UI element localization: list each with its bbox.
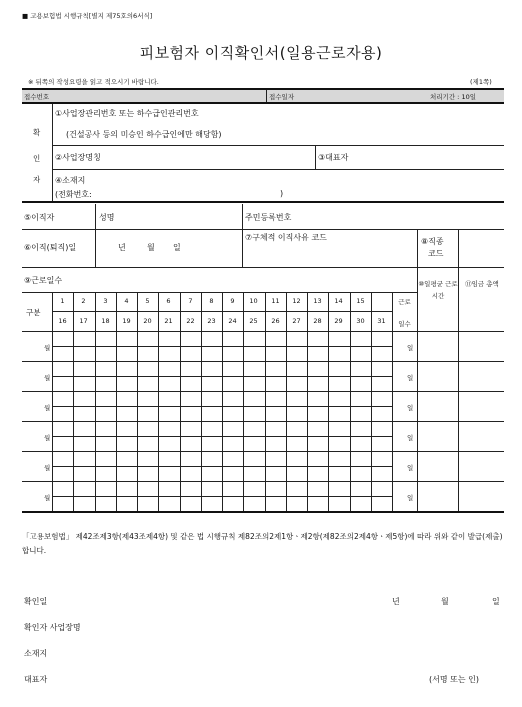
- day-number: 11: [271, 297, 280, 305]
- month-row-rule: [22, 421, 504, 422]
- confirm-day: 일: [492, 597, 500, 606]
- sep-rule-2: [22, 267, 504, 268]
- day-unit: 일: [407, 464, 414, 472]
- phone-label: (전화번호:: [55, 190, 92, 199]
- gubun-label: 구분: [26, 308, 41, 317]
- day-number: 25: [249, 317, 258, 325]
- job-code-label: ⑧직종: [421, 237, 444, 246]
- sep-month: 월: [147, 243, 155, 252]
- phone-close: ): [280, 189, 284, 198]
- day-number: 9: [230, 297, 235, 305]
- day-number: 1: [60, 297, 65, 305]
- day-number: 2: [81, 297, 86, 305]
- receipt-rule: [22, 102, 504, 104]
- work-days-label: ⑨근로일수: [24, 276, 63, 285]
- day-number: 12: [292, 297, 301, 305]
- day-number: 24: [228, 317, 237, 325]
- day-number: 7: [188, 297, 193, 305]
- avg-hours-header: ⑩일평균 근로 시간: [418, 280, 458, 300]
- sep-name-label: 성명: [99, 213, 115, 222]
- work-days-col-header: 근로: [398, 298, 411, 306]
- day-number: 22: [186, 317, 195, 325]
- page-title: 피보험자 이직확인서(일용근로자용): [139, 44, 383, 62]
- job-code-sub: 코드: [428, 249, 444, 258]
- confirmer-char-3: 자: [33, 175, 41, 184]
- day-half-rule: [52, 466, 392, 467]
- day-number: 6: [166, 297, 171, 305]
- month-unit: 월: [44, 494, 51, 502]
- month-unit: 월: [44, 404, 51, 412]
- sep-year: 년: [118, 243, 126, 252]
- month-row-rule: [22, 361, 504, 362]
- receipt-number-label: 접수번호: [24, 93, 50, 101]
- month-row-rule: [22, 481, 504, 482]
- work-days-col-sub: 일수: [398, 320, 411, 328]
- sep-divider-2: [242, 204, 243, 267]
- sep-divider-4: [417, 229, 418, 267]
- day-number: 27: [292, 317, 301, 325]
- month-unit: 월: [44, 344, 51, 352]
- confirm-year: 년: [392, 597, 400, 606]
- day-half-rule: [52, 436, 392, 437]
- wage-col-divider: [458, 267, 459, 512]
- reason-code-label: ⑦구체적 이직사유 코드: [245, 233, 327, 242]
- receipt-date-label: 접수일자: [269, 93, 295, 101]
- sep-divider-3: [95, 229, 96, 267]
- day-number: 10: [249, 297, 258, 305]
- separator-label: ⑤이직자: [24, 213, 55, 222]
- day-number: 29: [334, 317, 343, 325]
- instruction-text: ※ 뒤쪽의 작성요령을 읽고 적으시기 바랍니다.: [28, 78, 159, 86]
- receipt-divider: [266, 90, 267, 102]
- month-row-rule: [22, 391, 504, 392]
- day-number: 16: [58, 317, 67, 325]
- day-number: 8: [209, 297, 214, 305]
- sep-day: 일: [173, 243, 181, 252]
- month-unit: 월: [44, 374, 51, 382]
- grid-header-rule: [22, 331, 504, 332]
- confirm-month: 월: [441, 597, 449, 606]
- biz-no-label: ①사업장관리번호 또는 하수급인관리번호: [55, 109, 199, 118]
- day-number: 31: [377, 317, 386, 325]
- day-number: 23: [207, 317, 216, 325]
- day-number: 3: [103, 297, 108, 305]
- biz-name-rule: [52, 169, 504, 170]
- grid-bottom-rule: [22, 511, 504, 513]
- sep-divider-5: [458, 229, 459, 267]
- day-unit: 일: [407, 494, 414, 502]
- day-half-rule: [52, 376, 392, 377]
- rep-label: ③대표자: [318, 153, 349, 162]
- day-half-rule: [52, 496, 392, 497]
- processing-period: 처리기간 : 10일: [430, 93, 476, 101]
- day-half-rule: [52, 406, 392, 407]
- sep-rrn-label: 주민등록번호: [245, 213, 292, 222]
- confirmer-address-label: 소재지: [24, 649, 48, 658]
- day-unit: 일: [407, 404, 414, 412]
- month-unit: 월: [44, 464, 51, 472]
- address-label: ④소재지: [55, 176, 86, 185]
- day-number: 21: [164, 317, 173, 325]
- day-number: 13: [313, 297, 322, 305]
- day-number: 4: [124, 297, 129, 305]
- day-unit: 일: [407, 344, 414, 352]
- legal-statement: 「고용보험법」 제42조제3항(제43조제4항) 및 같은 법 시행규칙 제82조의2제1항ㆍ제2항(제82조의2제4항ㆍ제5항)에 따라 위와 같이 발급(제출)합니다.: [22, 532, 503, 555]
- day-number: 30: [356, 317, 365, 325]
- wage-total-header: ⑪임금 총액: [465, 280, 499, 288]
- confirmer-char-1: 확: [33, 128, 41, 137]
- rep-divider: [315, 145, 316, 169]
- day-half-rule: [52, 346, 392, 347]
- separation-date-label: ⑥이직(퇴직)일: [24, 243, 77, 252]
- biz-no-rule: [52, 145, 504, 146]
- biz-name-label: ②사업장명칭: [55, 153, 101, 162]
- day-col-divider: [392, 292, 393, 511]
- confirm-date-label: 확인일: [24, 597, 48, 606]
- day-number: 5: [145, 297, 150, 305]
- biz-no-note: (건설공사 등의 미승인 하수급인에만 해당함): [66, 130, 222, 139]
- day-number: 17: [79, 317, 88, 325]
- month-row-rule: [22, 451, 504, 452]
- confirmer-char-2: 인: [33, 154, 41, 163]
- day-number: 28: [313, 317, 322, 325]
- confirmer-divider: [52, 104, 53, 201]
- day-header-mid-rule: [52, 311, 392, 312]
- day-number: 15: [356, 297, 365, 305]
- day-number: 14: [334, 297, 343, 305]
- day-number: 26: [271, 317, 280, 325]
- day-number: 18: [101, 317, 110, 325]
- confirmer-biz-name-label: 확인자 사업장명: [24, 623, 81, 632]
- confirmer-bottom-rule: [22, 201, 504, 203]
- confirmer-rep-label: 대표자: [24, 675, 48, 684]
- day-number: 19: [122, 317, 131, 325]
- sep-divider-1: [95, 204, 96, 230]
- work-days-label-rule: [22, 292, 417, 293]
- day-unit: 일: [407, 434, 414, 442]
- hours-col-divider: [417, 267, 418, 512]
- day-number: 20: [143, 317, 152, 325]
- page-number: (제1쪽): [470, 78, 492, 86]
- day-unit: 일: [407, 374, 414, 382]
- month-unit: 월: [44, 434, 51, 442]
- sign-label: (서명 또는 인): [429, 675, 479, 684]
- form-reference: ■ 고용보험법 시행규칙[별지 제75호의6서식]: [22, 12, 153, 20]
